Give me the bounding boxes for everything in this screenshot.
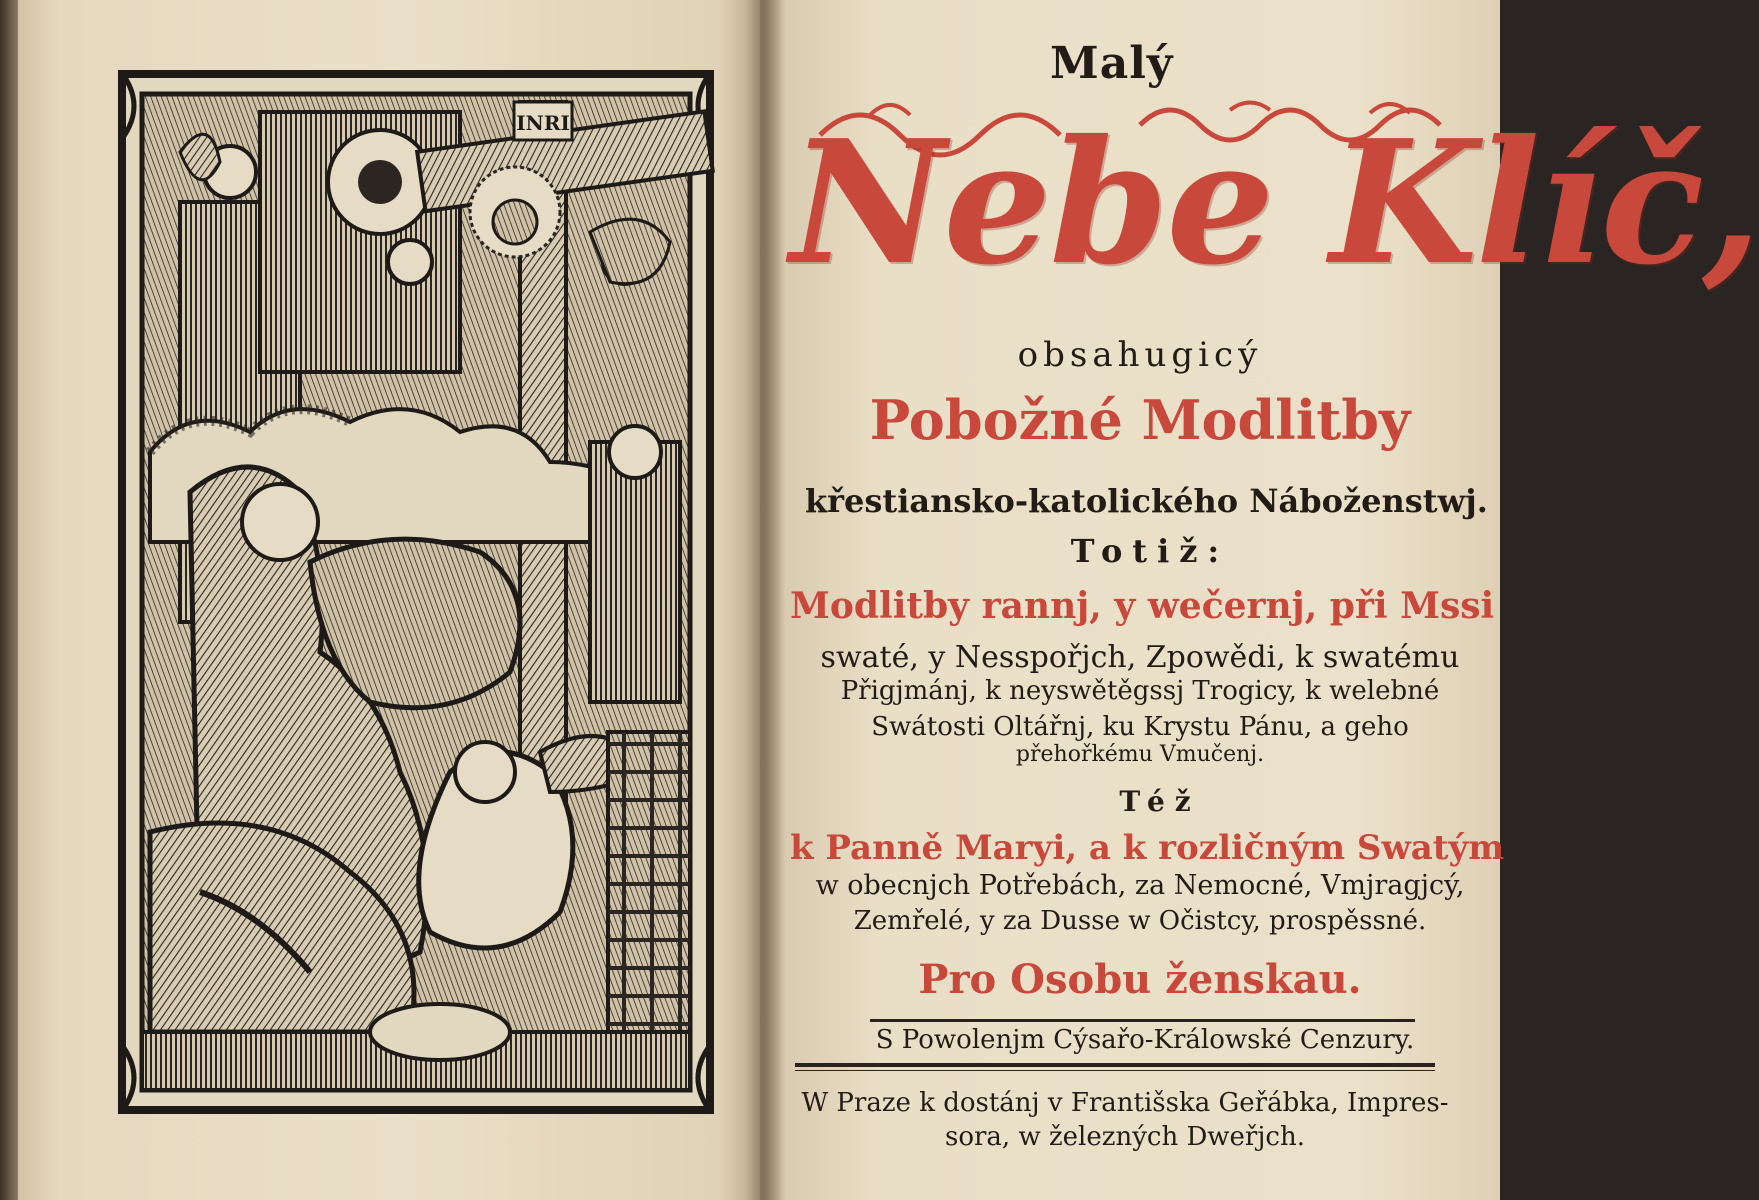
label-totiz: Totiž:	[1070, 532, 1230, 570]
divider-rule-double	[795, 1063, 1435, 1067]
body-line-3: Swátosti Oltářnj, ku Krystu Pánu, a geho	[871, 712, 1409, 742]
body-line-6: Zemřelé, y za Dusse w Očistcy, prospěssné.	[853, 906, 1427, 936]
divider-rule-thin	[795, 1070, 1435, 1071]
line-panne-maryi: k Panně Maryi, a k rozličným Swatým	[790, 828, 1505, 868]
book-spine	[745, 0, 785, 1200]
body-line-4: přehořkému Vmučenj.	[1015, 742, 1265, 767]
subtitle-obsahugici: obsahugicý	[1017, 335, 1263, 375]
divider-rule-top	[870, 1019, 1415, 1022]
line-pro-osobu: Pro Osobu ženskau.	[918, 956, 1362, 1003]
subtitle-pobozne-modlitby: Pobožné Modlitby	[869, 388, 1411, 452]
book-cover-edge	[0, 0, 18, 1200]
inri-inscription: INRI	[516, 111, 570, 135]
body-line-2: Přigjmánj, k neyswětěgssj Trogicy, k welebné	[840, 676, 1440, 706]
subtitle-nabozenstwi: křestiansko-katolického Náboženstwj.	[805, 482, 1488, 520]
title-maly: Malý	[1050, 38, 1174, 89]
imprint-line-2: sora, w železných Dweřjch.	[944, 1122, 1305, 1152]
line-modlitby-ranni: Modlitby rannj, y wečernj, při Mssi	[790, 585, 1495, 627]
body-line-5: w obecnjch Potřebách, za Nemocné, Vmjragjcý,	[815, 870, 1465, 901]
imprint-line-1: W Praze k dostánj v Františska Geřábka, Impres-	[801, 1088, 1449, 1118]
censorship-note: S Powolenjm Cýsařo-Králowské Cenzury.	[875, 1025, 1415, 1055]
woodcut-illustration	[120, 72, 712, 1112]
label-tez: Též	[1119, 785, 1201, 818]
body-line-1: swaté, y Nesspořjch, Zpowědi, k swatému	[820, 640, 1460, 675]
main-title: Nebe Klíč,	[790, 103, 1759, 303]
